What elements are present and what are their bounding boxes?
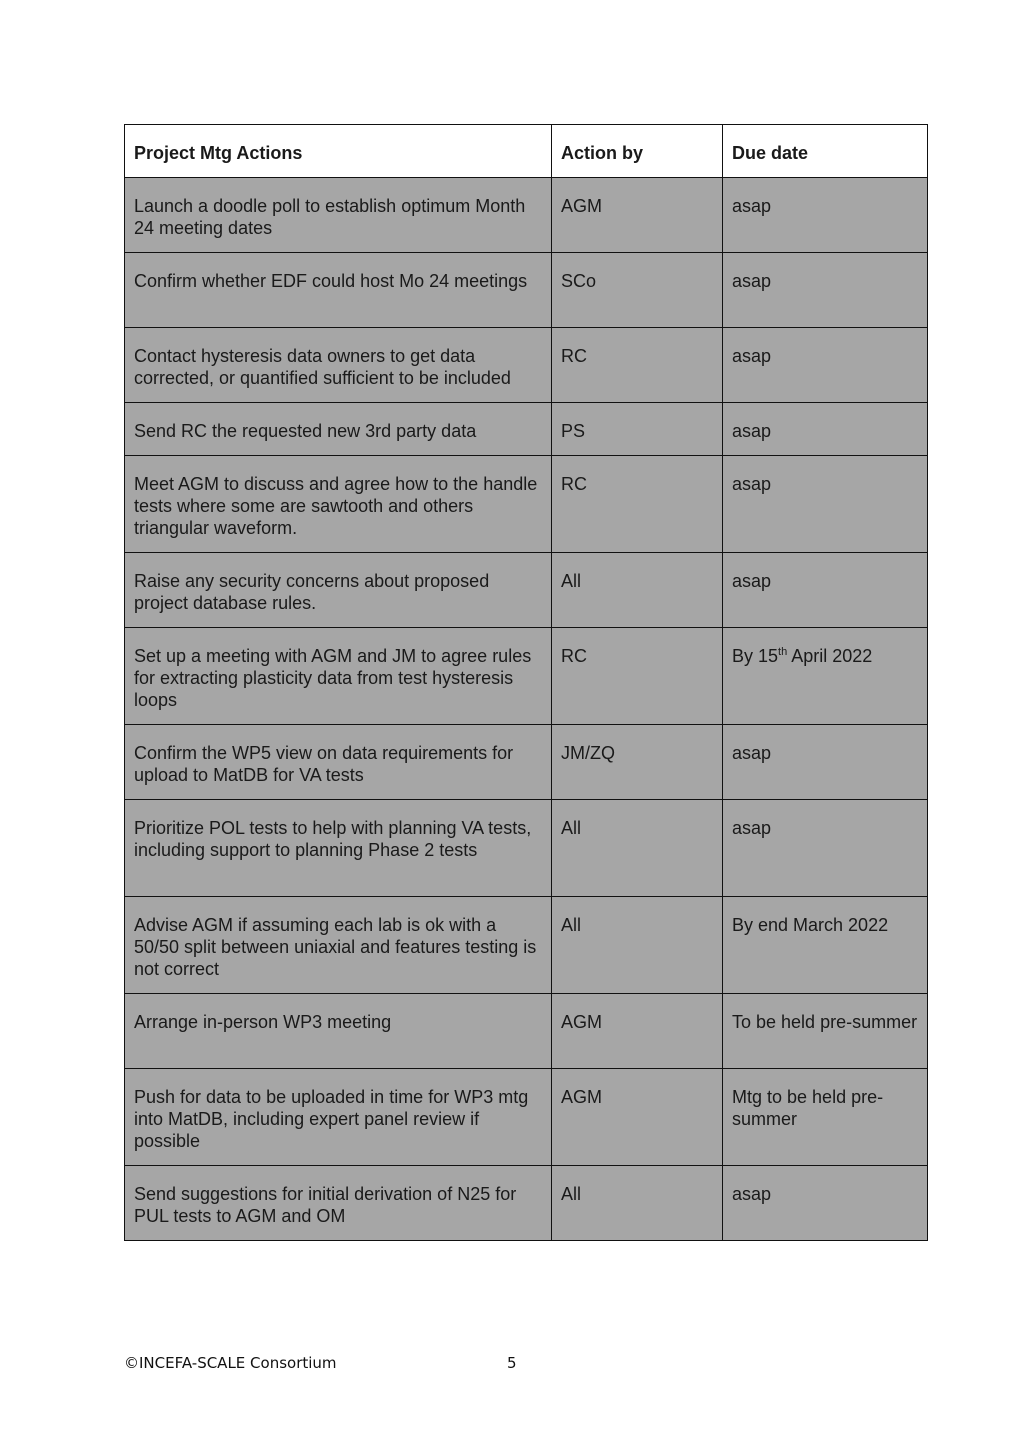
action-cell: Launch a doodle poll to establish optimum Month 24 meeting dates (125, 178, 552, 253)
action-cell: Advise AGM if assuming each lab is ok with a 50/50 split between uniaxial and features testing is not correct (125, 897, 552, 994)
action-by-cell: PS (552, 403, 723, 456)
action-cell: Raise any security concerns about proposed project database rules. (125, 553, 552, 628)
header-due-date: Due date (723, 125, 928, 178)
action-cell: Send suggestions for initial derivation of N25 for PUL tests to AGM and OM (125, 1166, 552, 1241)
footer-copyright: ©INCEFA-SCALE Consortium (124, 1354, 337, 1372)
due-date-cell: asap (723, 328, 928, 403)
action-cell: Prioritize POL tests to help with planning VA tests, including support to planning Phase 2 tests (125, 800, 552, 897)
action-by-cell: AGM (552, 994, 723, 1069)
table-row (125, 553, 928, 628)
due-date-cell: asap (723, 403, 928, 456)
table-row (125, 178, 928, 253)
table-row (125, 800, 928, 897)
table-row (125, 1069, 928, 1166)
due-date-cell: asap (723, 725, 928, 800)
header-actions: Project Mtg Actions (125, 125, 552, 178)
action-cell: Arrange in-person WP3 meeting (125, 994, 552, 1069)
due-date-cell: asap (723, 178, 928, 253)
table-row (125, 725, 928, 800)
action-by-cell: RC (552, 328, 723, 403)
due-date-cell: asap (723, 253, 928, 328)
action-by-cell: AGM (552, 178, 723, 253)
action-by-cell: All (552, 553, 723, 628)
due-date-cell: Mtg to be held pre-summer (723, 1069, 928, 1166)
table-row (125, 897, 928, 994)
header-action-by: Action by (552, 125, 723, 178)
footer-page-number: 5 (507, 1354, 517, 1372)
due-date-ordinal: th (778, 646, 788, 658)
action-cell: Set up a meeting with AGM and JM to agree rules for extracting plasticity data from test hysteresis loops (125, 628, 552, 725)
action-by-cell: RC (552, 628, 723, 725)
table-row (125, 994, 928, 1069)
action-cell: Confirm the WP5 view on data requirements for upload to MatDB for VA tests (125, 725, 552, 800)
action-by-cell: All (552, 897, 723, 994)
due-date-cell: asap (723, 553, 928, 628)
due-date-cell: asap (723, 1166, 928, 1241)
action-cell: Meet AGM to discuss and agree how to the handle tests where some are sawtooth and others triangular waveform. (125, 456, 552, 553)
action-by-cell: RC (552, 456, 723, 553)
action-cell: Contact hysteresis data owners to get data corrected, or quantified sufficient to be included (125, 328, 552, 403)
actions-table (124, 124, 928, 1241)
table-header-row (125, 125, 928, 178)
table-row (125, 1166, 928, 1241)
action-by-cell: All (552, 800, 723, 897)
action-cell: Push for data to be uploaded in time for WP3 mtg into MatDB, including expert panel review if possible (125, 1069, 552, 1166)
due-date-cell (723, 628, 928, 725)
table-row (125, 253, 928, 328)
action-by-cell: All (552, 1166, 723, 1241)
due-date-cell: By end March 2022 (723, 897, 928, 994)
table-row (125, 328, 928, 403)
table-row (125, 456, 928, 553)
due-date-cell: asap (723, 800, 928, 897)
due-date-cell: To be held pre-summer (723, 994, 928, 1069)
due-date-suffix: April 2022 (787, 646, 873, 666)
action-cell: Confirm whether EDF could host Mo 24 meetings (125, 253, 552, 328)
action-by-cell: JM/ZQ (552, 725, 723, 800)
table-row (125, 403, 928, 456)
table-row (125, 628, 928, 725)
due-date-prefix: By 15 (732, 646, 779, 666)
action-by-cell: SCo (552, 253, 723, 328)
action-cell: Send RC the requested new 3rd party data (125, 403, 552, 456)
due-date-cell: asap (723, 456, 928, 553)
action-by-cell: AGM (552, 1069, 723, 1166)
